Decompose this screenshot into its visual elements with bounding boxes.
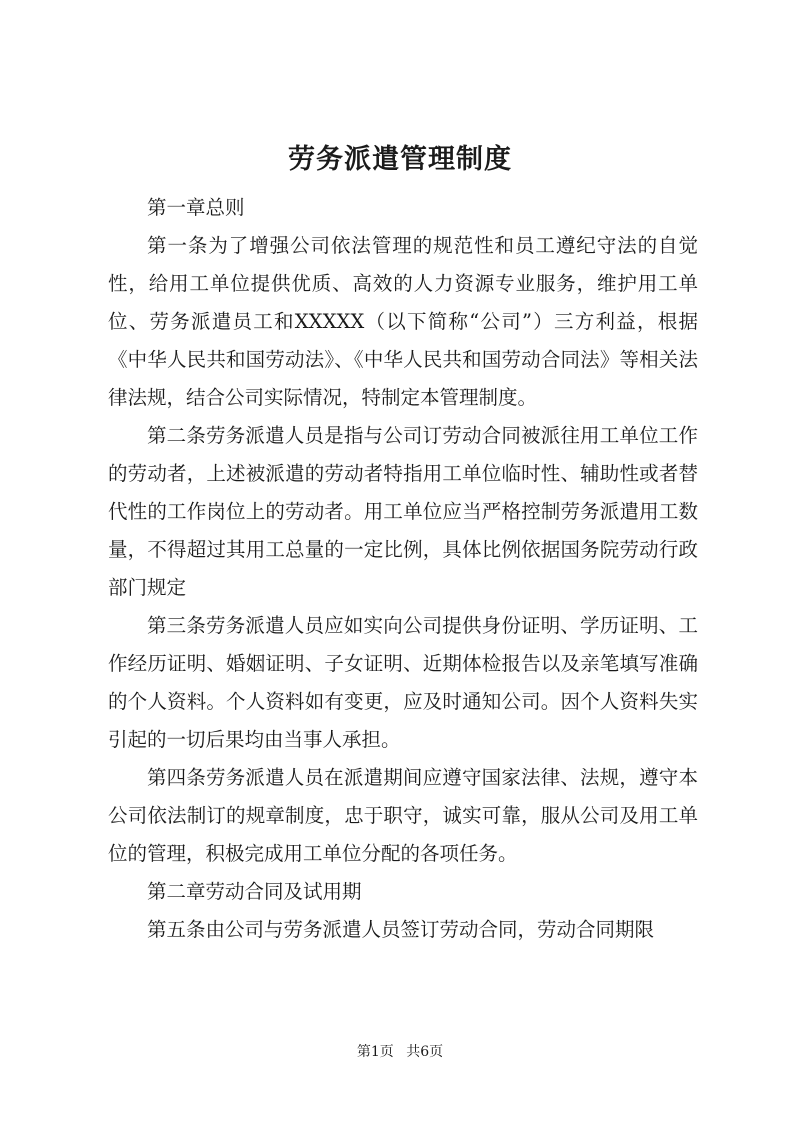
- paragraph: 第三条劳务派遣人员应如实向公司提供身份证明、学历证明、工作经历证明、婚姻证明、子女证明、近期体检报告以及亲笔填写准确的个人资料。个人资料如有变更，应及时通知公司。因个人资料失实引起的一切后果均由当事人承担。: [108, 614, 698, 751]
- chapter-heading: 第一章总则: [147, 196, 245, 219]
- page-total: 共6页: [406, 1044, 444, 1060]
- paragraph: 第四条劳务派遣人员在派遣期间应遵守国家法律、法规，遵守本公司依法制订的规章制度，忠于职守，诚实可靠，服从公司及用工单位的管理，积极完成用工单位分配的各项任务。: [108, 766, 698, 865]
- page-number: 第1页: [356, 1044, 394, 1060]
- chapter-heading: 第二章劳动合同及试用期: [147, 880, 362, 903]
- paragraph: 第二条劳务派遣人员是指与公司订劳动合同被派往用工单位工作的劳动者，上述被派遣的劳动者特指用工单位临时性、辅助性或者替代性的工作岗位上的劳动者。用工单位应当严格控制劳务派遣用工数量，不得超过其用工总量的一定比例，具体比例依据国务院劳动行政部门规定: [108, 424, 698, 599]
- page-footer: [0, 1042, 800, 1062]
- paragraph: 第一条为了增强公司依法管理的规范性和员工遵纪守法的自觉性，给用工单位提供优质、高效的人力资源专业服务，维护用工单位、劳务派遣员工和XXXXX（以下简称“公司”）三方利益，根据《中华人民共和国劳动法》、《中华人民共和国劳动合同法》等相关法律法规，结合公司实际情况，特制定本管理制度。: [108, 234, 698, 409]
- paragraph: 第五条由公司与劳务派遣人员签订劳动合同，劳动合同期限: [147, 918, 655, 941]
- document-title: 劳务派遣管理制度: [288, 144, 512, 175]
- document-body: [108, 189, 698, 949]
